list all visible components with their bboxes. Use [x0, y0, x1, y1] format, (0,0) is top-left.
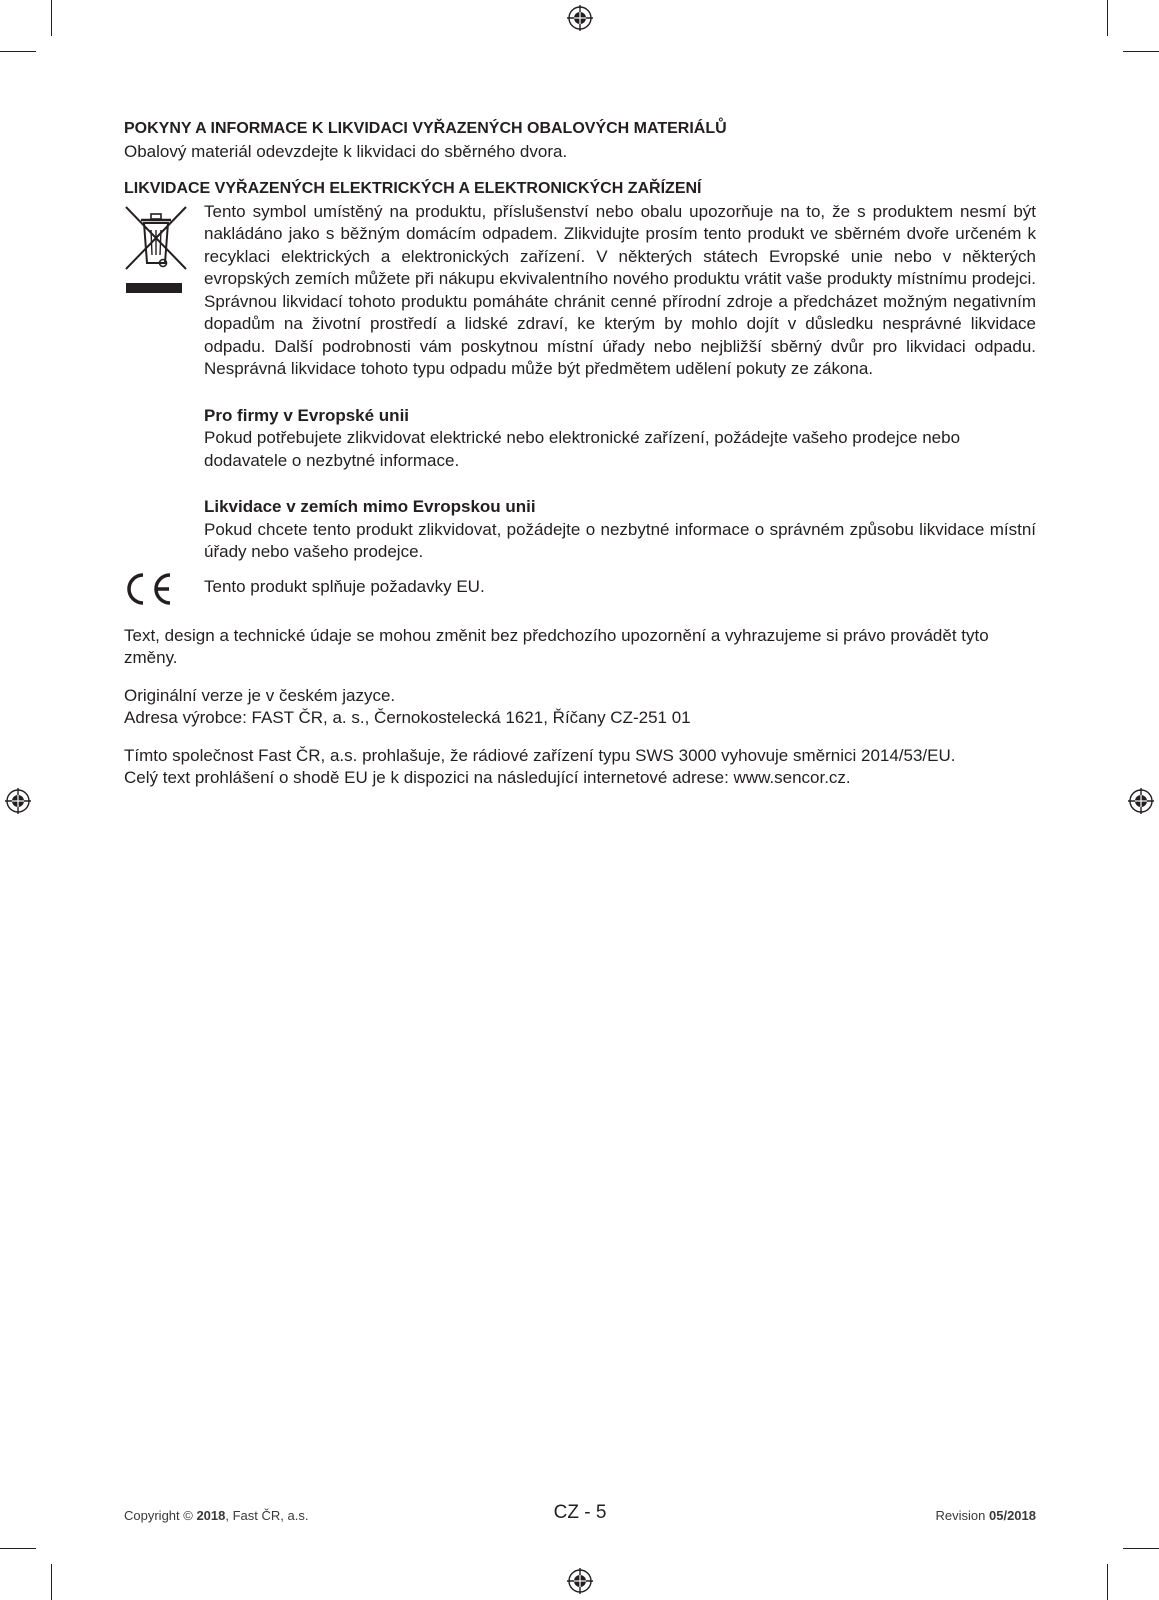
registration-mark-icon: [567, 5, 593, 31]
crop-mark: [1107, 1564, 1108, 1600]
crossed-out-wheelie-bin-icon: [124, 203, 188, 297]
outside-eu-title: Likvidace v zemích mimo Evropskou unii: [204, 497, 536, 516]
registration-mark-icon: [5, 788, 31, 814]
copyright-year: 2018: [196, 1508, 226, 1523]
crop-mark: [1123, 1548, 1159, 1549]
page-number: CZ - 5: [553, 1502, 607, 1523]
weee-text: Tento symbol umístěný na produktu, příslušenství nebo obalu upozorňuje na to, že s produktem nesmí být nakládáno jako s běžným domácím odpadem. Zlikvidujte prosím tento produkt ve sběrném dvoře určeném k recyklaci elektrických a elektronických zařízení. V některých státech Evropské unie nebo v některých evropských zemích můžete při nákupu ekvivalentního nového produktu vrátit vaše produkty místnímu prodejci. Správnou likvidací tohoto produktu pomáháte chránit cenné přírodní zdroje a předcházet možným negativním dopadům na životní prostředí a lidské zdraví, ke kterým by mohlo dojít v důsledku nesprávné likvidace odpadu. Další podrobnosti vám poskytnou místní úřady nebo nejbližší sběrný dvůr pro likvidaci odpadu. Nesprávná likvidace tohoto typu odpadu může být předmětem udělení pokuty ze zákona.: [204, 201, 1036, 378]
business-title: Pro firmy v Evropské unii: [204, 405, 410, 425]
weee-heading: LIKVIDACE VYŘAZENÝCH ELEKTRICKÝCH A ELEKTRONICKÝCH ZAŘÍZENÍ: [124, 180, 702, 197]
crop-mark: [0, 1548, 36, 1549]
declaration-line-2: Celý text prohlášení o shodě EU je k dispozici na následující internetové adrese: www.sencor.cz.: [124, 768, 851, 787]
ce-section: [124, 576, 1036, 610]
registration-mark-icon: [567, 1568, 593, 1594]
page-content: [124, 118, 1036, 790]
registration-mark-icon: [1128, 788, 1154, 814]
crop-mark: [1107, 0, 1108, 36]
crop-mark: [1123, 51, 1159, 52]
copyright-suffix: , Fast ČR, a.s.: [225, 1508, 309, 1523]
outside-eu-text: Pokud chcete tento produkt zlikvidovat, požádejte o nezbytné informace o správném způsobu likvidace místní úřady nebo vašeho prodejce.: [204, 519, 1036, 561]
packaging-heading: POKYNY A INFORMACE K LIKVIDACI VYŘAZENÝCH OBALOVÝCH MATERIÁLŮ: [124, 120, 727, 137]
page-footer: [124, 1502, 1036, 1526]
crop-mark: [51, 1564, 52, 1600]
revision-label: Revision: [935, 1508, 986, 1523]
revision: [936, 1508, 1036, 1523]
business-text: Pokud potřebujete zlikvidovat elektrické nebo elektronické zařízení, požádejte vašeho prodejce nebo dodavatele o nezbytné informace.: [204, 428, 961, 470]
revision-value: 05/2018: [989, 1508, 1036, 1523]
change-notice: Text, design a technické údaje se mohou změnit bez předchozího upozornění a vyhrazujeme si právo provádět tyto změny.: [124, 625, 989, 667]
crop-mark: [0, 51, 36, 52]
crop-mark: [51, 0, 52, 36]
ce-mark-icon: [124, 571, 174, 607]
weee-section: [124, 201, 1036, 564]
original-version-note: Originální verze je v českém jazyce.: [124, 685, 396, 705]
ce-text: Tento produkt splňuje požadavky EU.: [204, 576, 485, 596]
copyright-prefix: Copyright ©: [124, 1508, 193, 1523]
manufacturer-address: Adresa výrobce: FAST ČR, a. s., Černokostelecká 1621, Říčany CZ-251 01: [124, 708, 691, 727]
packaging-text: Obalový materiál odevzdejte k likvidaci do sběrného dvora.: [124, 141, 568, 161]
declaration-line-1: Tímto společnost Fast ČR, a.s. prohlašuje, že rádiové zařízení typu SWS 3000 vyhovuje směrnici 2014/53/EU.: [124, 745, 956, 765]
